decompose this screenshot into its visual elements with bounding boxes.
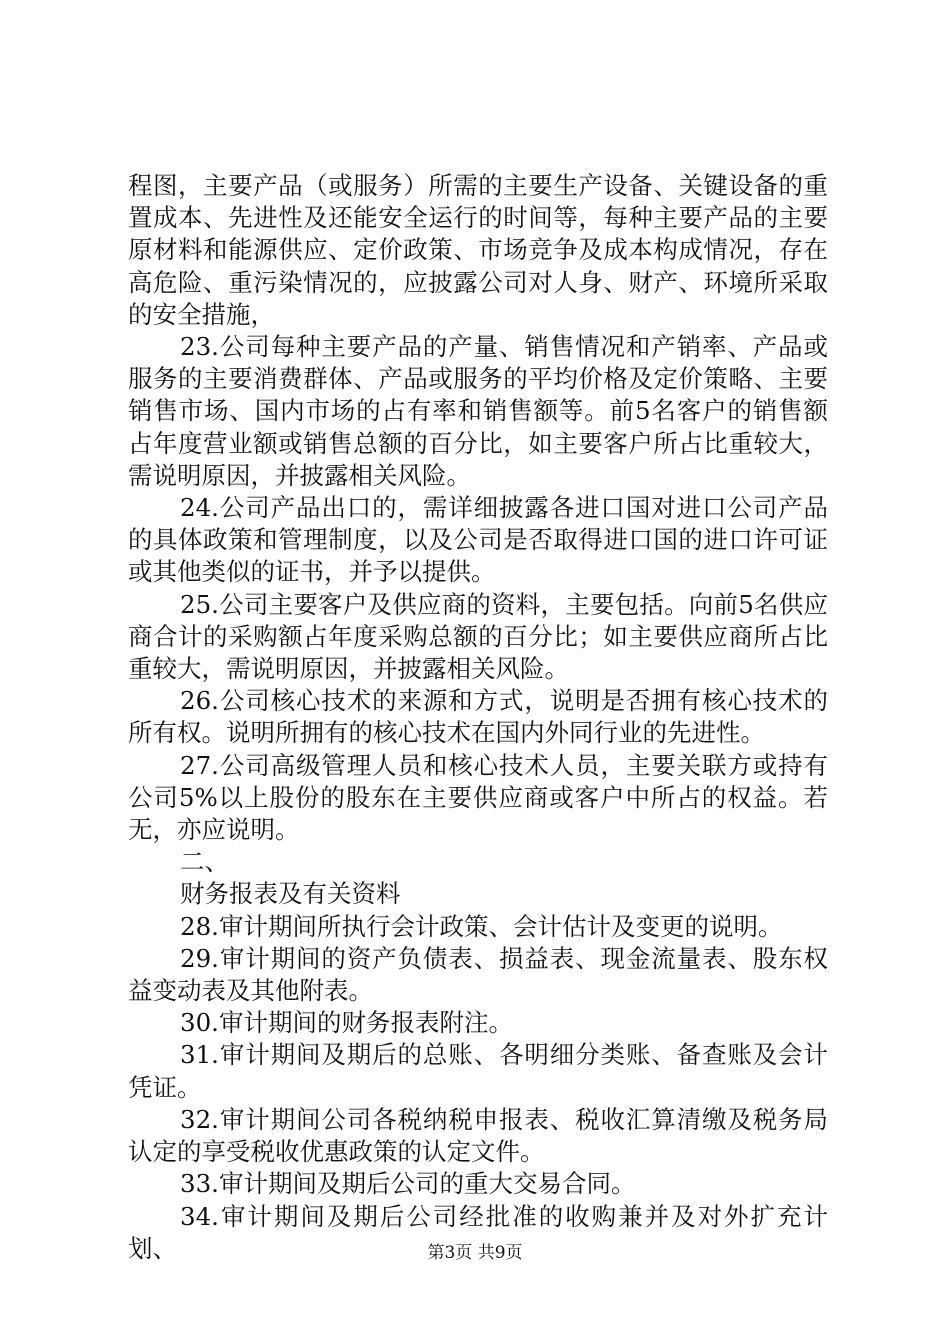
paragraph-item-23: 23.公司每种主要产品的产量、销售情况和产销率、产品或服务的主要消费群体、产品或服务的平均价格及定价策略、主要销售市场、国内市场的占有率和销售额等。前5名客户的销售额占年度营业额或销售总额的百分比，如主要客户所占比重较大，需说明原因，并披露相关风险。 <box>128 332 828 490</box>
section-number: 二、 <box>180 847 229 877</box>
page-footer <box>0 1242 950 1264</box>
paragraph-item-25: 25.公司主要客户及供应商的资料，主要包括。向前5名供应商合计的采购额占年度采购总额的百分比；如主要供应商所占比重较大，需说明原因，并披露相关风险。 <box>128 589 828 684</box>
paragraph-item-26: 26.公司核心技术的来源和方式，说明是否拥有核心技术的所有权。说明所拥有的核心技术在国内外同行业的先进性。 <box>128 686 828 748</box>
paragraph-continuation: 程图，主要产品（或服务）所需的主要生产设备、关键设备的重置成本、先进性及还能安全运行的时间等，每种主要产品的主要原材料和能源供应、定价政策、市场竞争及成本构成情况，存在高危险、重污染情况的，应披露公司对人身、财产、环境所采取的安全措施， <box>128 171 828 329</box>
paragraph-item-31: 31.审计期间及期后的总账、各明细分类账、备查账及会计凭证。 <box>128 1040 828 1102</box>
paragraph-item-34: 34.审计期间及期后公司经批准的收购兼并及对外扩充计划、 <box>128 1201 828 1263</box>
section-heading: 财务报表及有关资料 <box>180 879 401 909</box>
paragraph-item-29: 29.审计期间的资产负债表、损益表、现金流量表、股东权益变动表及其他附表。 <box>128 943 828 1006</box>
paragraph-item-27: 27.公司高级管理人员和核心技术人员，主要关联方或持有公司5%以上股份的股东在主要供应商或客户中所占的权益。若无，亦应说明。 <box>128 750 828 845</box>
paragraph-item-30: 30.审计期间的财务报表附注。 <box>180 1008 513 1038</box>
document-body <box>128 170 828 1265</box>
paragraph-item-28: 28.审计期间所执行会计政策、会计估计及变更的说明。 <box>180 911 783 941</box>
page-number-label: 第3页 共9页 <box>427 1243 523 1263</box>
paragraph-item-33: 33.审计期间及期后公司的重大交易合同。 <box>180 1169 636 1199</box>
paragraph-item-24: 24.公司产品出口的，需详细披露各进口国对进口公司产品的具体政策和管理制度，以及公司是否取得进口国的进口许可证或其他类似的证书，并予以提供。 <box>128 493 828 587</box>
paragraph-item-32: 32.审计期间公司各税纳税申报表、税收汇算清缴及税务局认定的享受税收优惠政策的认定文件。 <box>128 1104 828 1167</box>
